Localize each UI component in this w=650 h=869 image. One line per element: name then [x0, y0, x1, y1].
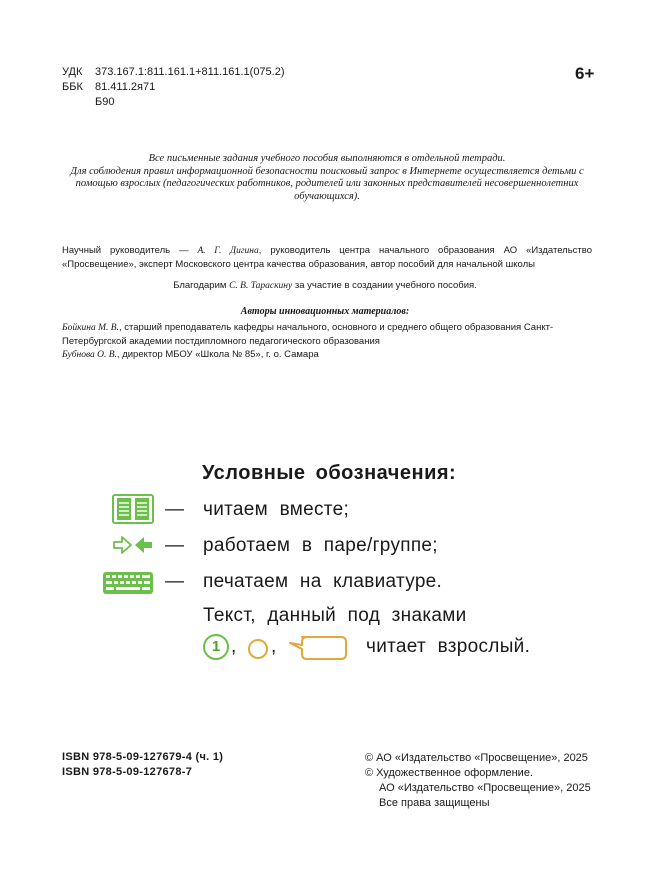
legend-read-together: читаем вместе;	[203, 499, 350, 520]
isbn-set: ISBN 978-5-09-127678-7	[62, 766, 193, 778]
author-name: Бойкина М. В.	[62, 323, 119, 333]
legend-note-line-2: читает взрослый.	[366, 636, 531, 657]
legend-dash: —	[165, 535, 184, 556]
authors-list	[62, 321, 602, 362]
safety-notice	[62, 153, 592, 203]
supervisor-description: , руководитель центра начального образования АО «Издательство «Просвещение», эксперт Московского центра качества образования, автор пособий для начальной школы	[62, 245, 592, 270]
authors-heading: Авторы инновационных материалов:	[240, 306, 410, 317]
bibliographic-block	[62, 65, 322, 115]
legend-note-line-1: Текст, данный под знаками	[203, 605, 467, 626]
age-rating: 6+	[575, 64, 595, 83]
udk-value: 373.167.1:811.161.1+811.161.1(075.2)	[95, 66, 285, 78]
acknowledgement	[0, 279, 650, 293]
author-description: , старший преподаватель кафедры начального, основного и среднего общего образования Санкт-Петербургской академии постдипломного педагогического образования	[62, 322, 554, 347]
bbk-value: 81.411.2я71	[95, 81, 156, 93]
open-book-icon	[112, 494, 154, 529]
all-rights-reserved: Все права защищены	[379, 797, 490, 809]
author-code: Б90	[95, 96, 115, 108]
legend-pair-work: работаем в паре/группе;	[203, 535, 438, 556]
author-entry	[62, 348, 602, 362]
legend-keyboard: печатаем на клавиатуре.	[203, 571, 443, 592]
legend-title: Условные обозначения:	[202, 462, 457, 484]
copyright-line-1: © АО «Издательство «Просвещение», 2025	[365, 752, 588, 764]
thanks-name: С. В. Тараскину	[229, 281, 293, 291]
scientific-supervisor	[62, 244, 592, 271]
udk-label: УДК	[62, 66, 83, 78]
empty-circle-icon	[248, 639, 268, 659]
legend-comma: ,	[231, 636, 237, 657]
legend-comma: ,	[271, 636, 277, 657]
author-entry	[62, 321, 602, 348]
author-description: , директор МБОУ «Школа № 85», г. о. Самара	[116, 349, 319, 360]
numbered-circle-icon: 1	[203, 634, 229, 660]
thanks-intro: Благодарим	[173, 280, 230, 291]
supervisor-intro: Научный руководитель —	[62, 245, 198, 256]
speech-bubble-icon	[288, 635, 348, 666]
author-name: Бубнова О. В.	[62, 350, 117, 360]
legend-dash: —	[165, 571, 184, 592]
pair-work-arrows-icon	[112, 535, 154, 560]
copyright-line-3: АО «Издательство «Просвещение», 2025	[379, 782, 591, 794]
bbk-label: ББК	[62, 81, 83, 93]
isbn-part-1: ISBN 978-5-09-127679-4 (ч. 1)	[62, 751, 224, 763]
thanks-rest: за участие в создании учебного пособия.	[292, 280, 477, 291]
legend-dash: —	[165, 499, 184, 520]
notice-line-2: Для соблюдения правил информационной безопасности поисковый запрос в Интернете осуществляется детьми с помощью взрослых (педагогических работников, родителей или законных представителей несовершеннолетних обучающихся).	[70, 165, 584, 202]
notice-line-1: Все письменные задания учебного пособия выполняются в отдельной тетради.	[148, 153, 506, 164]
copyright-line-2: © Художественное оформление.	[365, 767, 533, 779]
supervisor-name: А. Г. Дигина	[197, 246, 259, 256]
keyboard-icon	[103, 572, 153, 599]
